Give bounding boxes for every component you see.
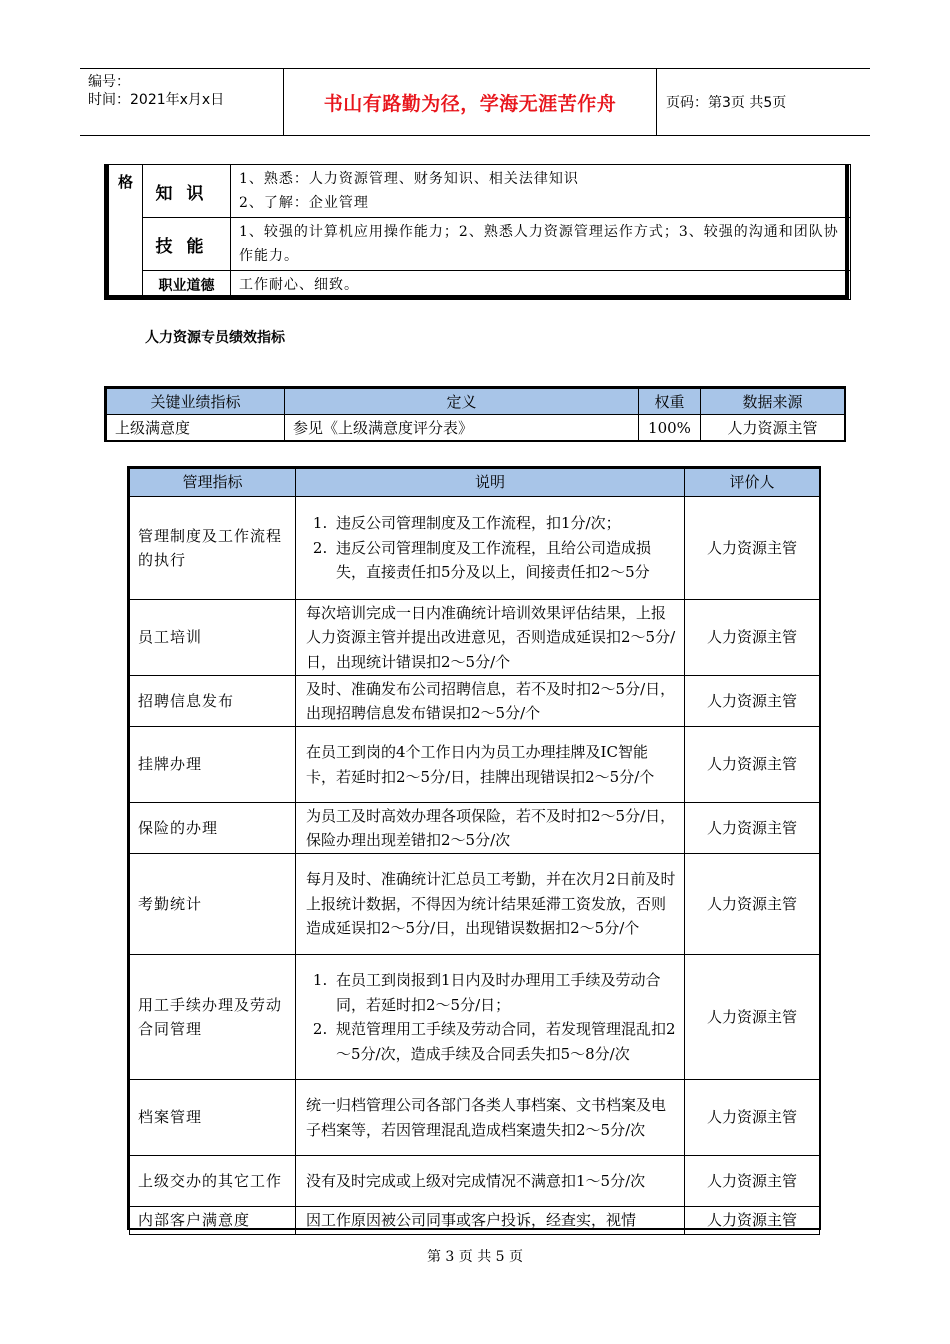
- indicator-name: 用工手续办理及劳动合同管理: [130, 955, 296, 1080]
- kpi-cell: 人力资源主管: [701, 415, 845, 441]
- mgmt-header: 评价人: [685, 469, 820, 497]
- evaluator: 人力资源主管: [685, 727, 820, 803]
- kpi-header: 数据来源: [701, 389, 845, 415]
- table-row: [130, 497, 820, 600]
- mgmt-header: 说明: [296, 469, 685, 497]
- table-row: [130, 803, 820, 854]
- evaluator: 人力资源主管: [685, 676, 820, 727]
- page-footer: 第 3 页 共 5 页: [426, 1249, 524, 1265]
- kpi-table: [106, 388, 845, 441]
- kpi-header: 权重: [639, 389, 701, 415]
- indicator-name: 保险的办理: [130, 803, 296, 854]
- header-meta: [80, 69, 284, 135]
- indicator-name: 考勤统计: [130, 854, 296, 955]
- knowledge-label: 知识: [143, 165, 231, 218]
- evaluator: 人力资源主管: [685, 497, 820, 600]
- qualification-section-label: 格: [107, 165, 143, 300]
- evaluator: 人力资源主管: [685, 854, 820, 955]
- evaluator: 人力资源主管: [685, 1207, 820, 1235]
- evaluator: 人力资源主管: [685, 1080, 820, 1156]
- document-number-label: 编号：: [88, 74, 130, 90]
- description-item: 2. 违反公司管理制度及工作流程，且给公司造成损失，直接责任扣5分及以上，间接责任扣2～5分: [332, 536, 676, 585]
- indicator-description: 没有及时完成或上级对完成情况不满意扣1～5分/次: [296, 1156, 685, 1207]
- indicator-description: 因工作原因被公司同事或客户投诉，经查实，视情: [296, 1207, 685, 1235]
- table-row: [130, 955, 820, 1080]
- table-row: [130, 1156, 820, 1207]
- knowledge-line: 1、熟悉：人力资源管理、财务知识、相关法律知识: [239, 171, 579, 187]
- indicator-name: 员工培训: [130, 600, 296, 676]
- page-header: [80, 68, 870, 136]
- knowledge-line: 2、了解：企业管理: [239, 195, 369, 211]
- header-page-info: 页码：第3页 共5页: [666, 95, 787, 111]
- indicator-description: 在员工到岗的4个工作日内为员工办理挂牌及IC智能卡，若延时扣2～5分/日，挂牌出现错误扣2～5分/个: [296, 727, 685, 803]
- kpi-cell: 100%: [639, 415, 701, 441]
- document-date: 时间：2021年x月x日: [88, 92, 225, 108]
- header-motto: 书山有路勤为径，学海无涯苦作舟: [284, 69, 657, 135]
- management-indicators-table: [129, 468, 820, 1235]
- skills-text: 1、较强的计算机应用操作能力；2、熟悉人力资源管理运作方式；3、较强的沟通和团队协作能力。: [231, 218, 851, 271]
- kpi-section-title: 人力资源专员绩效指标: [145, 330, 285, 346]
- table-row: [130, 727, 820, 803]
- kpi-header: 关键业绩指标: [107, 389, 285, 415]
- table-row: [130, 1207, 820, 1235]
- indicator-name: 上级交办的其它工作: [130, 1156, 296, 1207]
- evaluator: 人力资源主管: [685, 803, 820, 854]
- kpi-cell: 上级满意度: [107, 415, 285, 441]
- knowledge-cell: [231, 165, 851, 218]
- evaluator: 人力资源主管: [685, 600, 820, 676]
- indicator-description: 及时、准确发布公司招聘信息，若不及时扣2～5分/日，出现招聘信息发布错误扣2～5分/个: [296, 676, 685, 727]
- indicator-description: [296, 955, 685, 1080]
- indicator-name: 挂牌办理: [130, 727, 296, 803]
- description-item: 2. 规范管理用工手续及劳动合同，若发现管理混乱扣2～5分/次，造成手续及合同丢失扣5～8分/次: [332, 1017, 676, 1066]
- description-item: 1. 在员工到岗报到1日内及时办理用工手续及劳动合同，若延时扣2～5分/日；: [332, 968, 676, 1017]
- indicator-description: [296, 497, 685, 600]
- ethics-text: 工作耐心、细致。: [231, 271, 851, 300]
- evaluator: 人力资源主管: [685, 955, 820, 1080]
- indicator-name: 招聘信息发布: [130, 676, 296, 727]
- kpi-header: 定义: [285, 389, 639, 415]
- table-shadow-border: [104, 295, 849, 299]
- indicator-description: 为员工及时高效办理各项保险，若不及时扣2～5分/日，保险办理出现差错扣2～5分/次: [296, 803, 685, 854]
- indicator-description: 每次培训完成一日内准确统计培训效果评估结果，上报人力资源主管并提出改进意见，否则造成延误扣2～5分/日，出现统计错误扣2～5分/个: [296, 600, 685, 676]
- table-row: [130, 600, 820, 676]
- evaluator: 人力资源主管: [685, 1156, 820, 1207]
- indicator-name: 内部客户满意度: [130, 1207, 296, 1235]
- qualifications-table: [104, 164, 851, 300]
- table-shadow-border: [845, 164, 849, 298]
- table-row: [107, 415, 845, 441]
- description-item: 1. 违反公司管理制度及工作流程，扣1分/次；: [332, 511, 676, 536]
- table-row: [130, 676, 820, 727]
- indicator-name: 档案管理: [130, 1080, 296, 1156]
- table-row: [130, 1080, 820, 1156]
- indicator-description: 每月及时、准确统计汇总员工考勤，并在次月2日前及时上报统计数据，不得因为统计结果延滞工资发放，否则造成延误扣2～5分/日，出现错误数据扣2～5分/个: [296, 854, 685, 955]
- indicator-name: 管理制度及工作流程的执行: [130, 497, 296, 600]
- ethics-label: 职业道德: [143, 271, 231, 300]
- skills-label: 技能: [143, 218, 231, 271]
- indicator-description: 统一归档管理公司各部门各类人事档案、文书档案及电子档案等，若因管理混乱造成档案遗失扣2～5分/次: [296, 1080, 685, 1156]
- table-row: [130, 854, 820, 955]
- kpi-cell: 参见《上级满意度评分表》: [285, 415, 639, 441]
- mgmt-header: 管理指标: [130, 469, 296, 497]
